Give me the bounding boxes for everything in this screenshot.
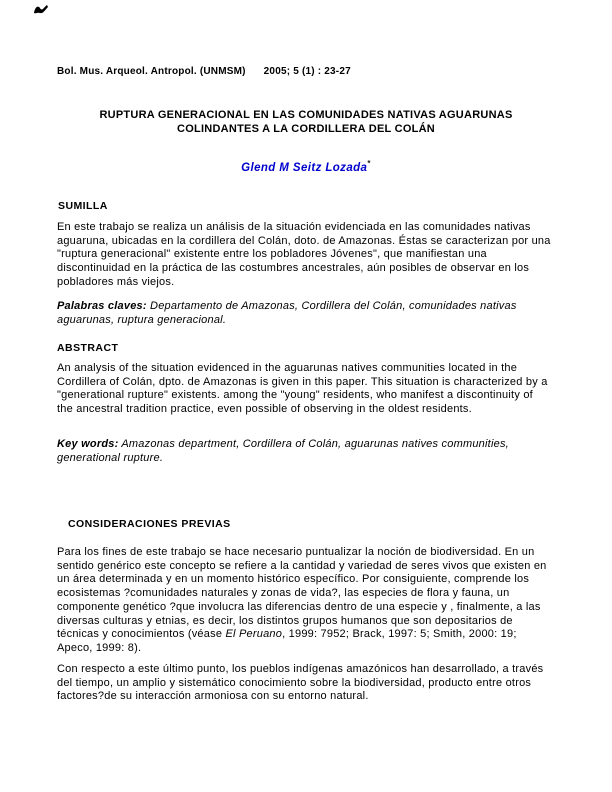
journal-header	[57, 66, 555, 77]
key-words-text: Amazonas department, Cordillera of Colán, aguarunas natives communities, generational rupture.	[57, 438, 509, 464]
sumilla-paragraph: En este trabajo se realiza un análisis de la situación evidenciada en las comunidades nativas aguaruna, ubicadas en la cordillera del Colán, doto. de Amazonas. Éstas se caracterizan por una "ruptura generacional" existente entre los pobladores Jóvenes", que manifiestan una discontinuidad en la práctica de las costumbres ancestrales, aún posibles de observar en los pobladores más viejos.	[57, 221, 551, 288]
key-words-paragraph	[57, 438, 551, 465]
journal-name: Bol. Mus. Arqueol. Antropol. (UNMSM)	[57, 66, 246, 77]
cited-work-el-peruano: El Peruano	[225, 628, 283, 641]
article-title	[57, 108, 555, 136]
section-heading-sumilla: SUMILLA	[58, 200, 108, 212]
key-words-label: Key words:	[57, 438, 119, 450]
article-title-line-1: RUPTURA GENERACIONAL EN LAS COMUNIDADES NATIVAS AGUARUNAS	[99, 109, 513, 121]
palabras-claves-paragraph	[57, 300, 551, 327]
palabras-claves-text: Departamento de Amazonas, Cordillera del Colán, comunidades nativas aguarunas, ruptura generacional.	[57, 300, 517, 326]
article-title-line-2: COLINDANTES A LA CORDILLERA DEL COLÁN	[177, 123, 435, 135]
author-footnote-asterisk: *	[367, 159, 371, 168]
consideraciones-p1-text-a: Para los fines de este trabajo se hace necesario puntualizar la noción de biodiversidad. En un sentido genérico este concepto se refiere a la cantidad y variedad de seres vivos que existen en un área determinada y en un momento histórico específico. Por consiguiente, comprende los ecosistemas ?comunidades naturales y zonas de vida?, las especies de flora y fauna, un componente genético ?que involucra las diferencias dentro de una especie y , finalmente, a las diversas culturas y etnias, es decir, los distintos grupos humanos que son depositarios de técnicas y conocimientos (véase	[57, 546, 547, 641]
abstract-paragraph: An analysis of the situation evidenced in the aguarunas natives communities located in the Cordillera of Colán, dpto. de Amazonas is given in this paper. This situation is characterized by a "generational rupture" existents. among the "young" residents, who manifest a discontinuity of the ancestral tradition practice, even possible of observing in the oldest residents.	[57, 362, 548, 416]
scan-artifact-mark	[32, 3, 50, 16]
consideraciones-paragraph-1	[57, 546, 551, 656]
journal-citation: 2005; 5 (1) : 23-27	[263, 66, 351, 77]
consideraciones-paragraph-2: Con respecto a este último punto, los pueblos indígenas amazónicos han desarrollado, a través del tiempo, un amplio y sistemático conocimiento sobre la biodiversidad, producto entre otros factores?de su interacción armoniosa con su entorno natural.	[57, 663, 544, 703]
author-name: Glend M Seitz Lozada	[241, 161, 368, 174]
section-heading-abstract: ABSTRACT	[57, 342, 119, 354]
consideraciones-p1-text-b: , 1999: 7952; Brack, 1997: 5; Smith, 2000: 19; Apeco, 1999: 8).	[57, 628, 517, 654]
palabras-claves-label: Palabras claves:	[57, 300, 147, 312]
section-heading-consideraciones: CONSIDERACIONES PREVIAS	[68, 518, 231, 530]
author-byline	[57, 159, 555, 174]
